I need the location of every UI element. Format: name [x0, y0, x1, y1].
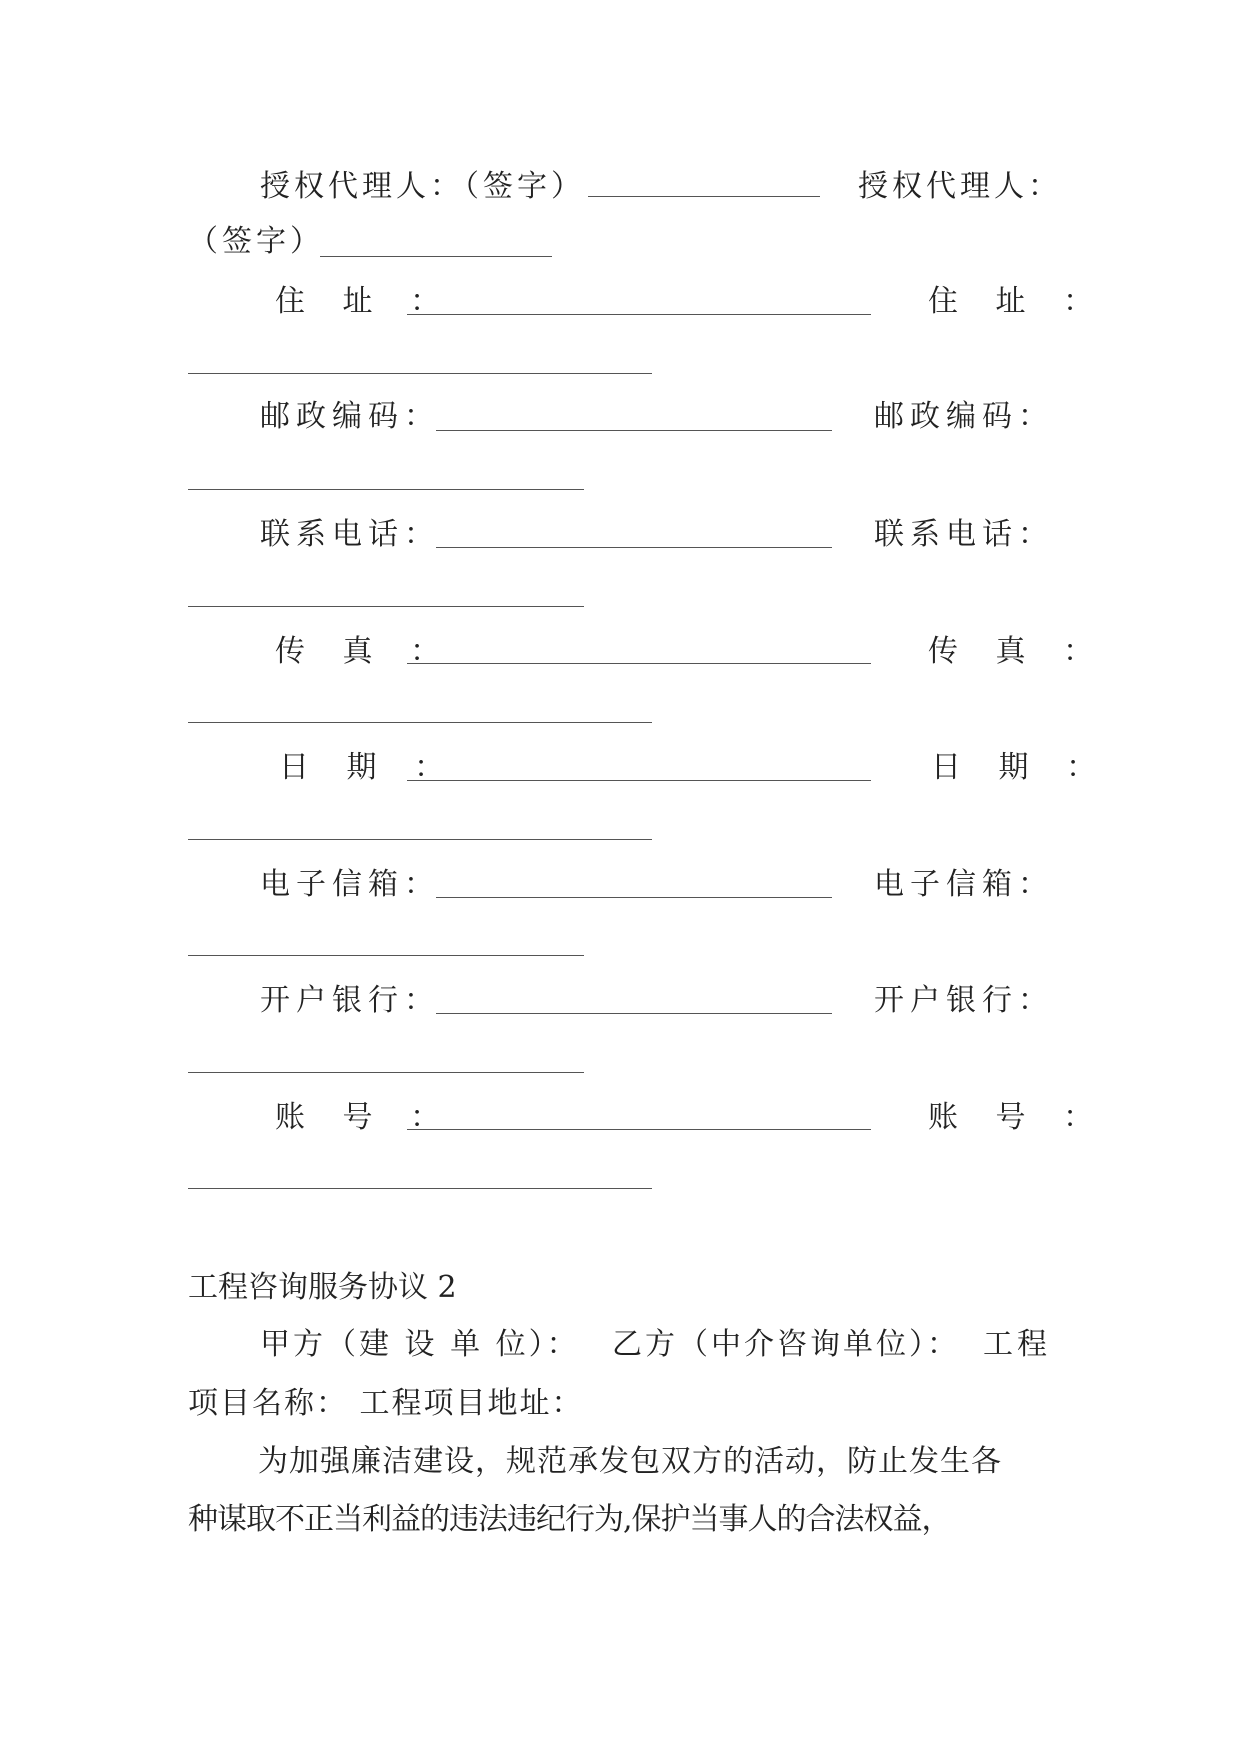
sign-label: （签字）: [188, 224, 324, 259]
bank-label-right: 开户银行：: [874, 983, 1054, 1018]
agent-label: 授权代理人：（签字）: [260, 169, 585, 204]
paragraph-line-2: 种谋取不正当利益的违法违纪行为,保护当事人的合法权益，: [188, 1502, 951, 1537]
email-line-left[interactable]: [436, 897, 832, 898]
postcode-label-left: 邮政编码：: [260, 399, 440, 434]
date-line-right[interactable]: [188, 839, 652, 840]
email-label-left: 电子信箱：: [260, 867, 440, 902]
phone-line-left[interactable]: [436, 547, 832, 548]
phone-label-right: 联系电话：: [874, 517, 1054, 552]
party-line-c: 工程: [983, 1327, 1051, 1362]
postcode-line-right[interactable]: [188, 489, 584, 490]
agent-sign-line-right[interactable]: [320, 256, 552, 257]
postcode-line-left[interactable]: [436, 430, 832, 431]
address-label-left: 住 址 ：: [275, 284, 455, 319]
party-line-a: 甲方（建 设 单 位）：: [260, 1327, 580, 1362]
date-label-right: 日 期 ：: [931, 750, 1111, 785]
party-line-b: 乙方（中介咨询单位）：: [612, 1327, 960, 1362]
paragraph-line-1: 为加强廉洁建设，规范承发包双方的活动，防止发生各: [258, 1444, 1002, 1479]
agent-sign-line-left[interactable]: [588, 196, 820, 197]
phone-line-right[interactable]: [188, 606, 584, 607]
agent-row: [260, 167, 585, 207]
project-line: 项目名称： 工程项目地址：: [188, 1386, 584, 1421]
fax-label-left: 传 真 ：: [275, 634, 455, 669]
account-line-right[interactable]: [188, 1188, 652, 1189]
email-label-right: 电子信箱：: [874, 867, 1054, 902]
address-label-right: 住 址 ：: [928, 284, 1108, 319]
account-label-right: 账 号 ：: [928, 1100, 1108, 1135]
fax-label-right: 传 真 ：: [928, 634, 1108, 669]
address-line-left[interactable]: [407, 314, 871, 315]
bank-label-left: 开户银行：: [260, 983, 440, 1018]
address-line-right[interactable]: [188, 373, 652, 374]
account-line-left[interactable]: [407, 1129, 871, 1130]
fax-line-left[interactable]: [407, 663, 871, 664]
phone-label-left: 联系电话：: [260, 517, 440, 552]
postcode-label-right: 邮政编码：: [874, 399, 1054, 434]
agent-label-right: 授权代理人：: [858, 169, 1062, 204]
email-line-right[interactable]: [188, 955, 584, 956]
date-label-left: 日 期 ：: [279, 750, 459, 785]
section-title: 工程咨询服务协议 2: [188, 1270, 457, 1305]
account-label-left: 账 号 ：: [275, 1100, 455, 1135]
fax-line-right[interactable]: [188, 722, 652, 723]
bank-line-right[interactable]: [188, 1072, 584, 1073]
date-line-left[interactable]: [407, 780, 871, 781]
bank-line-left[interactable]: [436, 1013, 832, 1014]
